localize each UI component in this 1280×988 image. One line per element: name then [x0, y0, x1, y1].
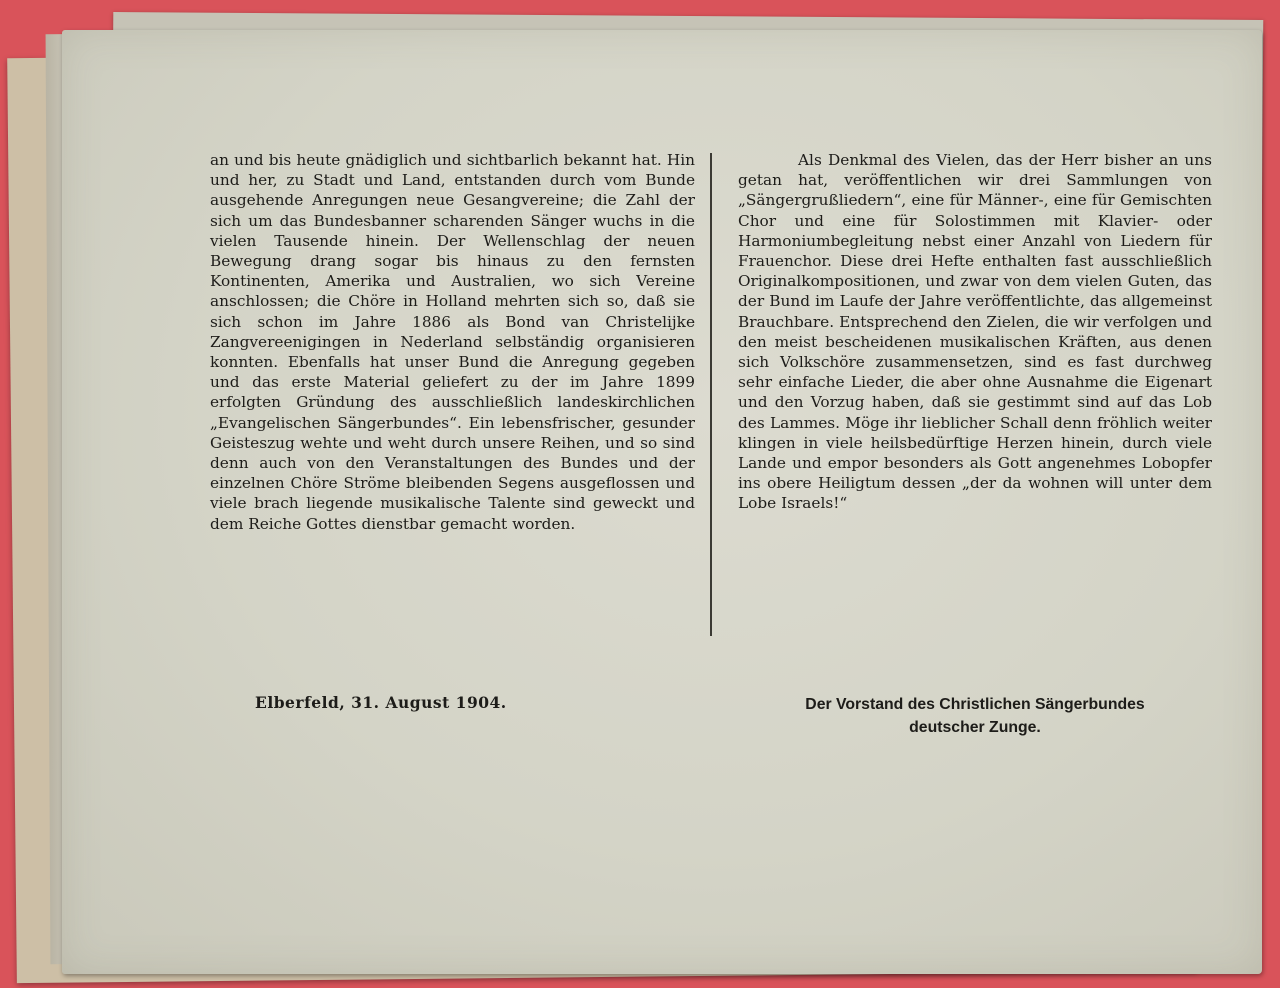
right-column-text: Als Denkmal des Vielen, das der Herr bisher an uns getan hat, veröffentlichen wir drei Sammlungen von „Sängergrußliedern“, eine für Männer-, eine für Gemischten Chor und eine für Solostimmen mit Klavier- oder Harmoniumbegleitung nebst einer Anzahl von Liedern für Frauenchor. Diese drei Hefte enthalten fast ausschließlich Originalkompositionen, und zwar von dem vielen Guten, das der Bund im Laufe der Jahre veröffentlichte, das allgemeinst Brauchbare. Entsprechend den Zielen, die wir verfolgen und den meist bescheidenen musikalischen Kräften, aus denen sich Volkschöre zusammensetzen, sind es fast durchweg sehr einfache Lieder, die aber ohne Ausnahme die Eigenart und den Vorzug haben, daß sie gestimmt sind auf das Lob des Lammes. Möge ihr lieblicher Schall denn fröhlich weiter klingen in viele heilsbedürftige Herzen hinein, durch viele Lande und empor besonders als Gott angenehmes Lobopfer ins obere Heiligtum dessen „der da wohnen will unter dem Lobe Israels!“: [738, 151, 1212, 513]
printed-page: [62, 30, 1262, 974]
column-divider: [710, 153, 712, 636]
signature-line-1: Der Vorstand des Christlichen Sängerbundes: [805, 696, 1145, 713]
left-column: [210, 150, 695, 534]
left-column-text: an und bis heute gnädiglich und sichtbarlich bekannt hat. Hin und her, zu Stadt und Land, entstanden durch vom Bunde ausgehende Anregungen neue Gesangvereine; die Zahl der sich um das Bundesbanner scharenden Sänger wuchs in die vielen Tausende hinein. Der Wellenschlag der neuen Bewegung drang sogar bis hinaus zu den fernsten Kontinenten, Amerika und Australien, wo sich Vereine anschlossen; die Chöre in Holland mehrten sich so, daß sie sich schon im Jahre 1886 als Bond van Christelijke Zangvereenigingen in Nederland selbständig organisieren konnten. Ebenfalls hat unser Bund die Anregung gegeben und das erste Material geliefert zu der im Jahre 1899 erfolgten Gründung des ausschließlich landeskirchlichen „Evangelischen Sängerbundes“. Ein lebensfrischer, gesunder Geisteszug wehte und weht durch unsere Reihen, und so sind denn auch von den Veranstaltungen des Bundes und der einzelnen Chöre Ströme bleibenden Segens ausgeflossen und viele brach liegende musikalische Talente sind geweckt und dem Reiche Gottes dienstbar gemacht worden.: [210, 151, 695, 533]
signature-block: [740, 693, 1210, 739]
right-column: [738, 150, 1212, 514]
dateline: Elberfeld, 31. August 1904.: [255, 693, 507, 712]
signature-line-2: deutscher Zunge.: [909, 719, 1041, 736]
